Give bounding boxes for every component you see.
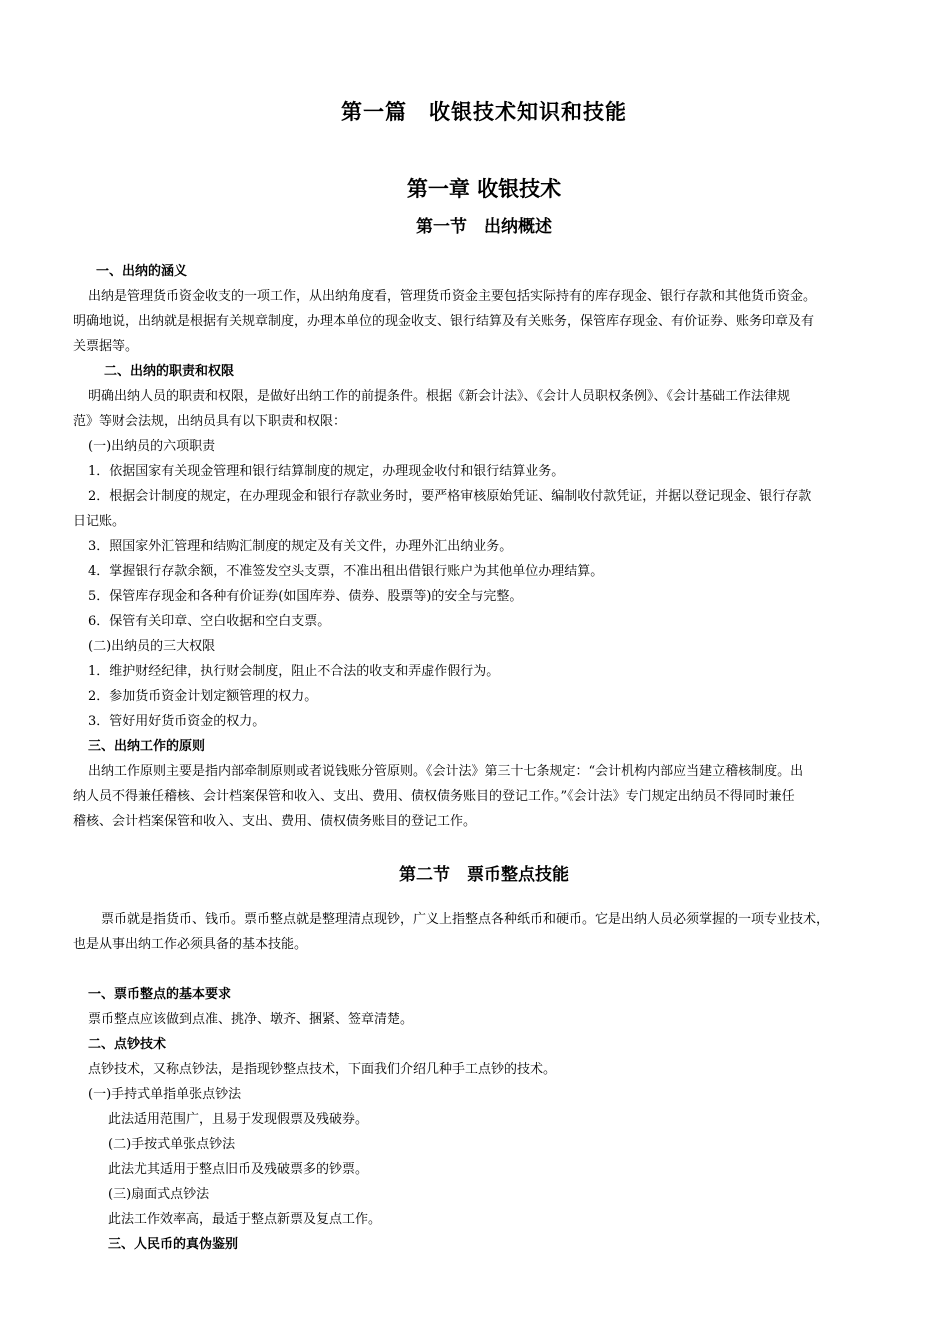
method-3-title: (三)扇面式点钞法 xyxy=(108,1187,210,1202)
part-title: 第一篇 收银技术知识和技能 xyxy=(341,100,627,124)
right-2: 2．参加货币资金计划定额管理的权力。 xyxy=(88,689,318,704)
duty-2-cont: 日记账。 xyxy=(73,514,126,529)
duties-title: (一)出纳员的六项职责 xyxy=(88,439,216,454)
s1-p2-line-2: 范》等财会法规，出纳员具有以下职责和权限： xyxy=(73,414,347,429)
s1-p1-line-1: 出纳是管理货币资金收支的一项工作，从出纳角度看，管理货币资金主要包括实际持有的库存现金、银行存款和其他货币资金。 xyxy=(88,289,817,304)
duty-4: 4．掌握银行存款余额，不准签发空头支票，不准出租出借银行账户为其他单位办理结算。 xyxy=(88,564,604,579)
s2-p2: 点钞技术，又称点钞法，是指现钞整点技术，下面我们介绍几种手工点钞的技术。 xyxy=(88,1062,557,1077)
method-3-text: 此法工作效率高，最适于整点新票及复点工作。 xyxy=(108,1212,382,1227)
s1-p1-line-2: 明确地说，出纳就是根据有关规章制度，办理本单位的现金收支、银行结算及有关账务，保管库存现金、有价证券、账务印章及有 xyxy=(73,314,815,329)
s1-heading-2: 二、出纳的职责和权限 xyxy=(104,364,235,379)
duty-1: 1．依据国家有关现金管理和银行结算制度的规定，办理现金收付和银行结算业务。 xyxy=(88,464,565,479)
s1-p3-line-3: 稽核、会计档案保管和收入、支出、费用、债权债务账目的登记工作。 xyxy=(73,814,477,829)
s1-p3-line-2: 纳人员不得兼任稽核、会计档案保管和收入、支出、费用、债权债务账目的登记工作。”《会计法》专门规定出纳员不得同时兼任 xyxy=(73,789,795,804)
duty-5: 5．保管库存现金和各种有价证券(如国库券、债券、股票等)的安全与完整。 xyxy=(88,589,523,604)
s2-intro-line-1: 票币就是指货币、钱币。票币整点就是整理清点现钞，广义上指整点各种纸币和硬币。它是出纳人员必须掌握的一项专业技术， xyxy=(101,912,830,927)
right-1: 1．维护财经纪律，执行财会制度，阻止不合法的收支和弄虚作假行为。 xyxy=(88,664,500,679)
method-2-title: (二)手按式单张点钞法 xyxy=(108,1137,236,1152)
s1-p3-line-1: 出纳工作原则主要是指内部牵制原则或者说钱账分管原则。《会计法》第三十七条规定：“会计机构内部应当建立稽核制度。出 xyxy=(88,764,804,779)
s1-p2-line-1: 明确出纳人员的职责和权限，是做好出纳工作的前提条件。根据《新会计法》、《会计人员职权条例》、《会计基础工作法律规 xyxy=(88,389,791,404)
duty-6: 6．保管有关印章、空白收据和空白支票。 xyxy=(88,614,331,629)
chapter-title: 第一章 收银技术 xyxy=(406,177,562,201)
s2-heading-1: 一、票币整点的基本要求 xyxy=(88,987,232,1002)
s1-heading-3: 三、出纳工作的原则 xyxy=(88,739,206,754)
s2-heading-2: 二、点钞技术 xyxy=(88,1037,167,1052)
section1-title: 第一节 出纳概述 xyxy=(416,217,552,237)
s2-p1: 票币整点应该做到点准、挑净、墩齐、捆紧、签章清楚。 xyxy=(88,1012,414,1027)
rights-title: (二)出纳员的三大权限 xyxy=(88,639,216,654)
s2-heading-3: 三、人民币的真伪鉴别 xyxy=(108,1237,239,1252)
s2-intro-line-2: 也是从事出纳工作必须具备的基本技能。 xyxy=(73,937,308,952)
right-3: 3．管好用好货币资金的权力。 xyxy=(88,714,266,729)
method-1-title: (一)手持式单指单张点钞法 xyxy=(88,1087,242,1102)
section2-title: 第二节 票币整点技能 xyxy=(399,865,569,885)
duty-3: 3．照国家外汇管理和结购汇制度的规定及有关文件，办理外汇出纳业务。 xyxy=(88,539,513,554)
duty-2: 2．根据会计制度的规定，在办理现金和银行存款业务时，要严格审核原始凭证、编制收付款凭证，并据以登记现金、银行存款 xyxy=(88,489,812,504)
s1-p1-line-3: 关票据等。 xyxy=(73,339,139,354)
method-2-text: 此法尤其适用于整点旧币及残破票多的钞票。 xyxy=(108,1162,369,1177)
s1-heading-1: 一、出纳的涵义 xyxy=(96,264,188,279)
method-1-text: 此法适用范围广，且易于发现假票及残破券。 xyxy=(108,1112,369,1127)
